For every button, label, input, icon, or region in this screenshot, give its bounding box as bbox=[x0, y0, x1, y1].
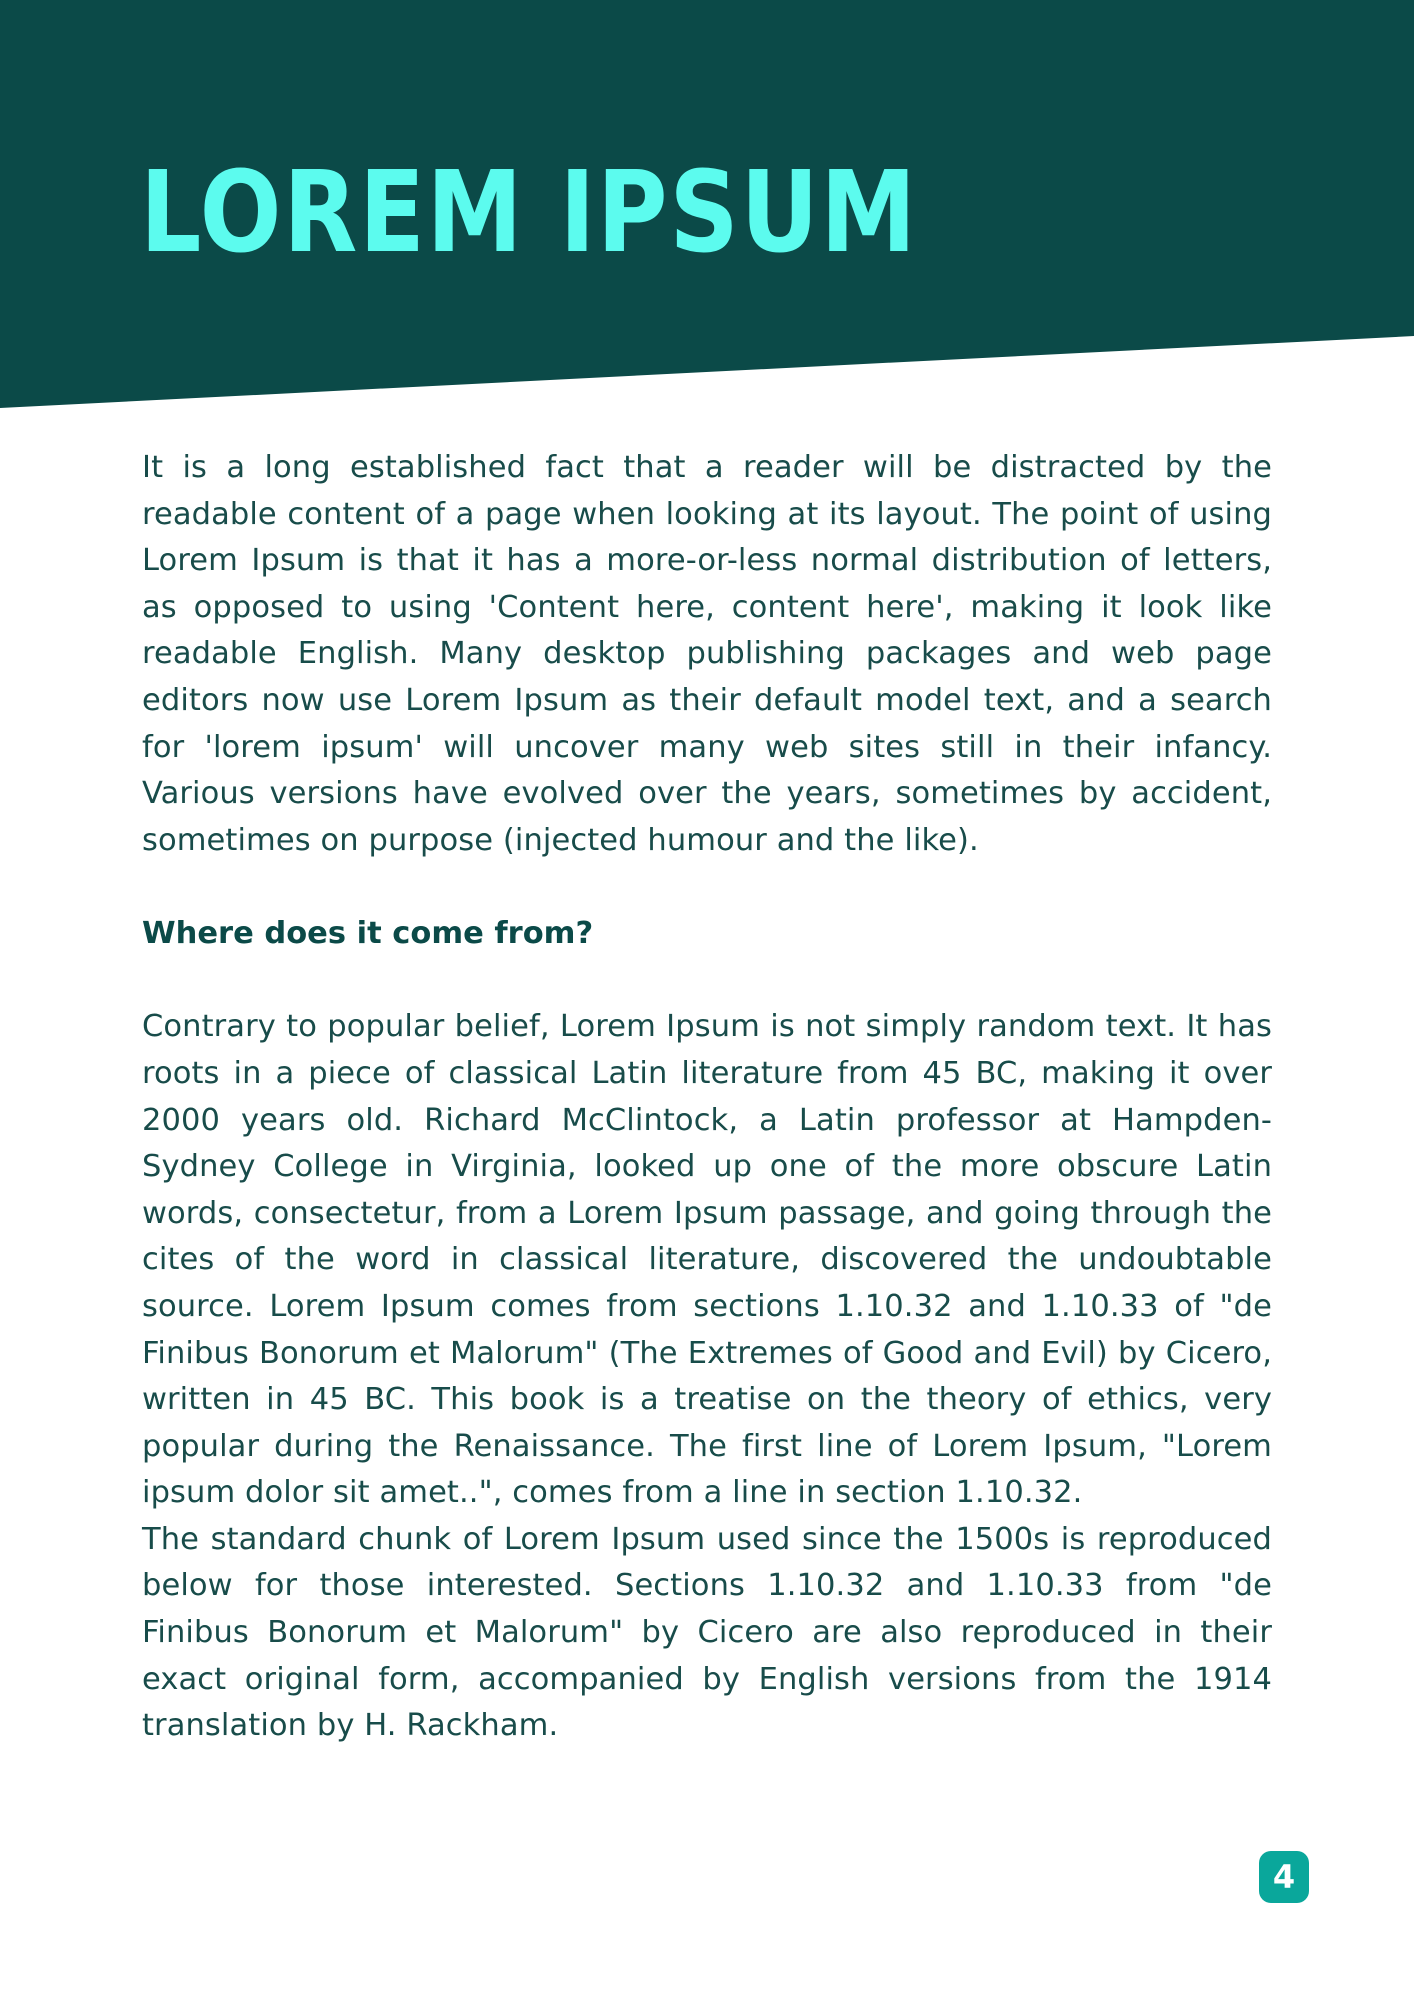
page-title: LOREM IPSUM bbox=[140, 148, 918, 278]
document-body bbox=[142, 445, 1272, 1750]
standard-chunk-paragraph: The standard chunk of Lorem Ipsum used since the 1500s is reproduced below for those interested. Sections 1.10.32 and 1.10.33 from "de Finibus Bonorum et Malorum" by Cicero are also reproduced in their exact original form, accompanied by English versions from the 1914 translation by H. Rackham. bbox=[142, 1521, 1272, 1744]
page-number-badge: 4 bbox=[1259, 1851, 1309, 1903]
origin-paragraph: Contrary to popular belief, Lorem Ipsum is not simply random text. It has roots in a piece of classical Latin literature from 45 BC, making it over 2000 years old. Richard McClintock, a Latin professor at Hampden-Sydney College in Virginia, looked up one of the more obscure Latin words, consectetur, from a Lorem Ipsum passage, and going through the cites of the word in classical literature, discovered the undoubtable source. Lorem Ipsum comes from sections 1.10.32 and 1.10.33 of "de Finibus Bonorum et Malorum" (The Extremes of Good and Evil) by Cicero, written in 45 BC. This book is a treatise on the theory of ethics, very popular during the Renaissance. The first line of Lorem Ipsum, "Lorem ipsum dolor sit amet..", comes from a line in section 1.10.32. bbox=[142, 1009, 1272, 1511]
intro-paragraph: It is a long established fact that a reader will be distracted by the readable content of a page when looking at its layout. The point of using Lorem Ipsum is that it has a more-or-less normal distribution of letters, as opposed to using 'Content here, content here', making it look like readable English. Many desktop publishing packages and web page editors now use Lorem Ipsum as their default model text, and a search for 'lorem ipsum' will uncover many web sites still in their infancy. Various versions have evolved over the years, sometimes by accident, sometimes on purpose (injected humour and the like). bbox=[142, 450, 1272, 858]
section-heading: Where does it come from? bbox=[142, 916, 594, 952]
